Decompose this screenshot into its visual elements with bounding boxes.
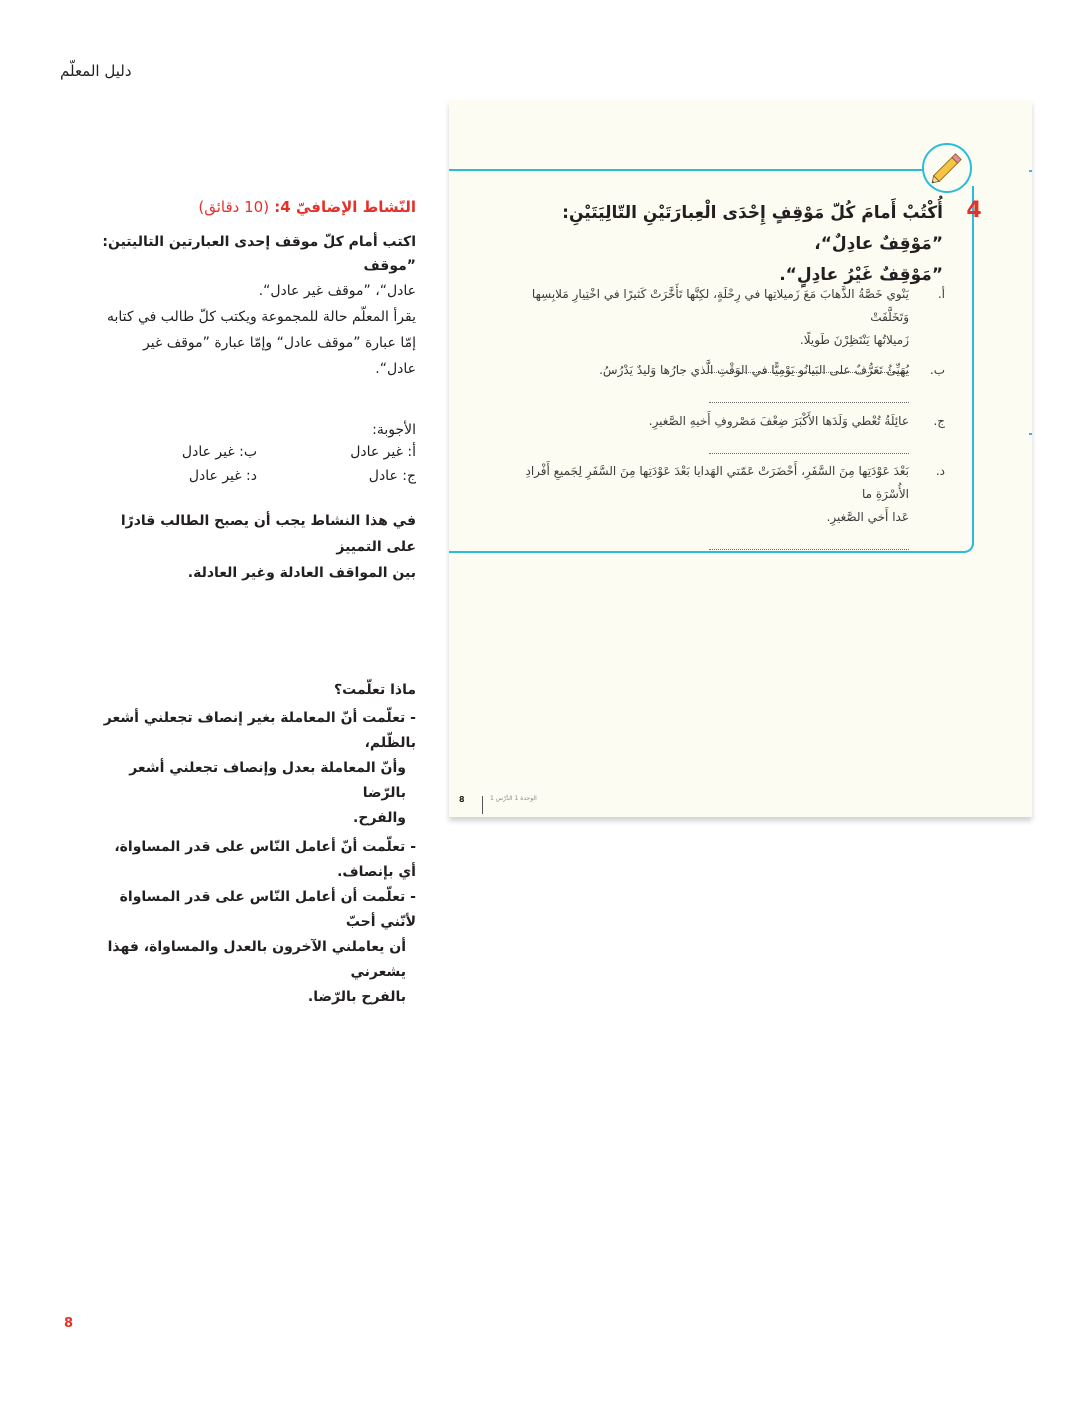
item-letter: ب.: [929, 363, 945, 377]
exercise-item-b: [495, 359, 945, 403]
item-text: يَنْوي خَصَّةُ الذَّهابَ مَعَ زَميلاتِها في رِحْلَةٍ، لكِنَّها تَأَخَّرَتْ كَثيرًا في اخْتِيارِ مَلابِسِها وَتَخَلَّفَتْ: [531, 287, 909, 324]
footer-divider: [482, 796, 483, 814]
answer-c: ج: عادل: [368, 468, 416, 484]
exercise-box-right-rule: [972, 186, 974, 546]
item-letter: أ.: [937, 287, 945, 301]
question-line-1: أُكْتُبْ أَمامَ كُلّ مَوْقِفٍ إِحْدَى الْعِبارَتَيْنِ التّالِيَتَيْنِ: ”مَوْقِفٌ عادِلٌ“،: [562, 203, 943, 254]
question-line-2: ”مَوْقِفٌ غَيْرُ عادِلٍ“.: [779, 265, 943, 285]
teacher-notes: [98, 198, 416, 586]
learned-1-line-2: وأنّ المعاملة بعدل وإنصاف تجعلني أشعر بالرّضا: [129, 760, 406, 801]
exercise-item-d: [495, 460, 945, 550]
item-text: يُهَيِّئُ تَعَرُّفٌ على البَيانُو يَوْمِيًّا في الوَقْتِ الَّذي جارُها وَليدٌ يَدْرُسُ.: [599, 363, 909, 377]
exercise-box-top-rule: [449, 169, 927, 171]
learned-2-line-4: بالفرح بالرّضا.: [307, 989, 406, 1005]
answers-title: الأجوبة:: [372, 422, 416, 438]
activity-label: النّشاط الإضافيّ 4:: [274, 198, 416, 216]
question-number: 4: [966, 198, 982, 223]
exercise-item-c: [495, 410, 945, 454]
question-text: [515, 198, 943, 291]
item-text-cont: عَدا أَخي الصَّغيرِ.: [826, 510, 909, 524]
page-number: 8: [64, 1316, 74, 1331]
activity-minutes: (10 دقائق): [198, 198, 270, 216]
learned-2-line-2: - تعلّمت أن أعامل النّاس على قدر المساواة لأنّني أحبّ: [119, 889, 416, 930]
edge-mark: [1029, 170, 1032, 172]
edge-mark: [1029, 433, 1032, 435]
answer-b: ب: غير عادل: [181, 444, 257, 460]
answer-line[interactable]: [709, 537, 909, 550]
answer-line[interactable]: [709, 390, 909, 403]
book-page-number: 8: [459, 795, 465, 804]
item-letter: د.: [935, 464, 945, 478]
book-footer-label: الوحدة 1 الدَّرْس 1: [490, 795, 537, 802]
answer-line[interactable]: [709, 441, 909, 454]
item-text: بَعْدَ عَوْدَتِها مِنَ السَّفَرِ، أَحْضَرَتْ عَمّتي الهَدايا بَعْدَ عَوْدَتِها مِنَ السَّفَرِ لِجَميعِ أَفْرادِ الأُسْرَةِ ما: [525, 464, 909, 501]
item-letter: ج.: [933, 414, 945, 428]
procedure-line-1: يقرأ المعلّم حالة للمجموعة ويكتب كلّ طالب في كتابه: [106, 309, 416, 325]
guide-title: دليل المعلّم: [60, 62, 132, 80]
note-line-2: بين المواقف العادلة وغير العادلة.: [187, 565, 416, 581]
answers-grid: [98, 444, 416, 484]
note-line-1: في هذا النشاط يجب أن يصبح الطالب قادرًا على التمييز: [120, 513, 416, 555]
answer-a: أ: غير عادل: [350, 444, 416, 460]
pencil-icon: [922, 143, 972, 193]
learned-2-line-1: - تعلّمت أنّ أعامل النّاس على قدر المساواة، أي بإنصاف.: [114, 839, 416, 880]
learned-section: [98, 682, 416, 1010]
learned-2-line-3: أن يعاملني الآخرون بالعدل والمساواة، فهذا يشعرني: [107, 939, 406, 980]
item-text: عائِلَةُ تُعْطي وَلَدَها الأَكْبَرَ ضِعْفَ مَصْروفِ أَخيهِ الصَّغيرِ.: [648, 414, 909, 428]
learned-1-line-1: - تعلّمت أنّ المعاملة بغير إنصاف تجعلني أشعر بالظّلم،: [103, 710, 416, 751]
instruction-line-2: عادل“، ”موقف غير عادل“.: [258, 283, 416, 299]
activity-title: [98, 198, 416, 216]
procedure-line-2: إمّا عبارة ”موقف عادل“ وإمّا عبارة ”موقف غير عادل“.: [143, 335, 416, 377]
learned-title: ماذا تعلّمت؟: [334, 682, 416, 698]
learned-1-line-3: والفرح.: [353, 810, 406, 826]
instruction-line-1: اكتب أمام كلّ موقف إحدى العبارتين التاليتين: ”موقف: [102, 234, 416, 274]
item-text-cont: زَميلاتُها يَنْتَظِرْنَ طَويلًا.: [799, 333, 909, 347]
answer-d: د: غير عادل: [188, 468, 257, 484]
